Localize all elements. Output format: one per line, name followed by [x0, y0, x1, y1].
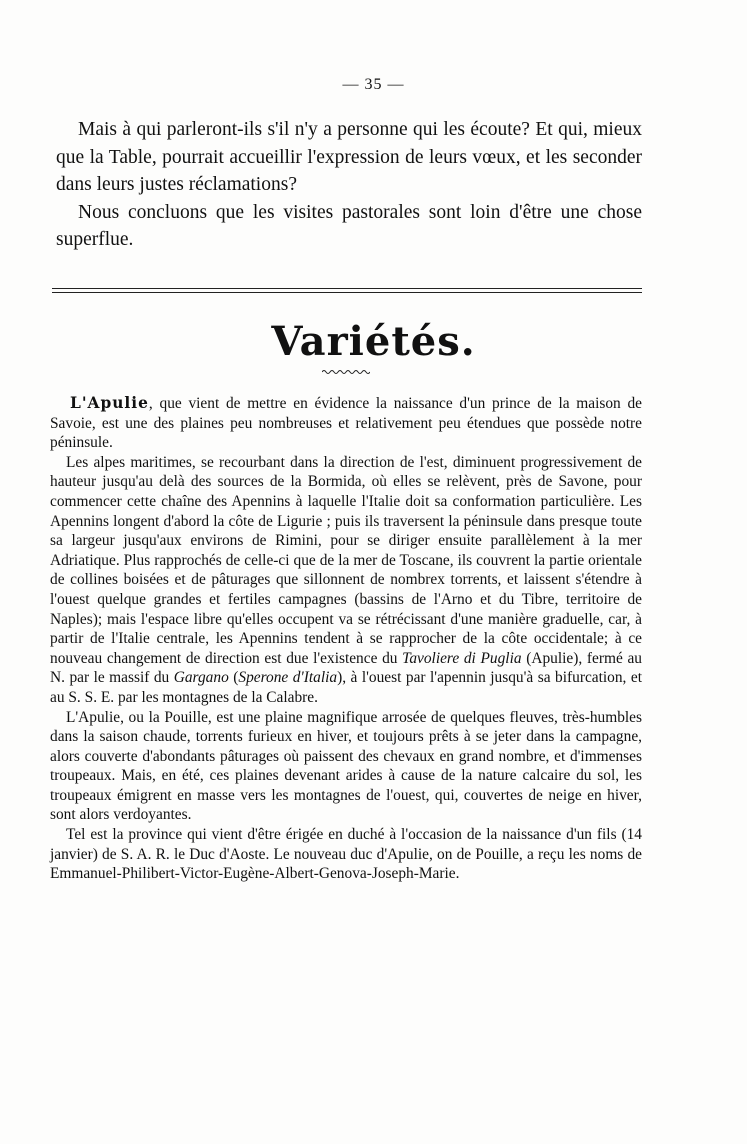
article-paragraph-1: [50, 394, 642, 453]
article-paragraph-4: Tel est la province qui vient d'être érigée en duché à l'occasion de la naissance d'un fils (14 janvier) de S. A. R. le Duc d'Aoste. Le nouveau duc d'Apulie, on de Pouille, a reçu les noms de Emmanuel-Philibert-Victor-Eugène-Albert-Genova-Joseph-Marie.: [50, 826, 642, 883]
paragraph-2-text-d: ), à l'ouest par l'apennin jusqu'à sa bifurcation, et au S. S. E. par les montagnes de la Calabre.: [50, 669, 642, 706]
article-paragraph-3: L'Apulie, ou la Pouille, est une plaine magnifique arrosée de quelques fleuves, très-humbles dans la saison chaude, torrents furieux en hiver, et toujours prêts à se jeter dans la campagne, alors couverte d'abondants pâturages où paissent des chevaux en grand nombre, et d'immenses troupeaux. Mais, en été, ces plaines devenant arides à cause de la nature calcaire du sol, les troupeaux émigrent en masse vers les montagnes de l'ouest, qui, couvertes de neige en hiver, sont alors verdoyantes.: [50, 708, 642, 824]
italic-tavoliere: Tavoliere di Puglia: [402, 649, 522, 667]
divider-line-bottom: [52, 292, 642, 293]
paragraph-2-text-b: (Apulie), fermé au N. par le massif du: [50, 649, 642, 687]
article-body: [50, 394, 642, 884]
paragraph-2-text-a: Les alpes maritimes, se recourbant dans la direction de l'est, diminuent progressivement de hauteur jusqu'au delà des sources de la Bormida, où elles se relèvent, près de Savone, pour commencer cette chaîne des Apennins à laquelle l'Italie doit sa conformation particulière. Les Apennins longent d'abord la côte de Ligurie ; puis ils traversent la péninsule dans presque toute sa largeur jusqu'aux environs de Rimini, pour se diriger ensuite parallèlement à la mer Adriatique. Plus rapprochés de celle-ci que de la mer de Toscane, ils couvrent la partie orientale de collines boisées et de pâturages que sillonnent de nombrex torrents, et laissent s'étendre à l'ouest quelque grandes et fertiles campagnes (bassins de l'Arno et du Tibre, territoire de Naples); mais l'espace libre qu'elles occupent va se rétrécissant d'une manière graduelle, car, à partir de l'Italie centrale, les Apennins tendent à se rapprocher de la côte occidentale; à ce nouveau changement de direction est due l'existence du: [50, 453, 642, 667]
section-title: Variétés.: [271, 318, 476, 365]
section-divider: [52, 287, 642, 295]
intro-section: [56, 116, 642, 254]
italic-gargano: Gargano: [173, 669, 229, 687]
divider-line-top: [52, 288, 642, 289]
paragraph-2-text-c: (: [228, 669, 239, 687]
article-paragraph-2: [50, 453, 642, 708]
ornament-squiggle: [322, 368, 370, 376]
intro-paragraph-1: Mais à qui parleront-ils s'il n'y a personne qui les écoute? Et qui, mieux que la Table, pourrait accueillir l'expression de leurs vœux, et les seconder dans leurs justes réclamations?: [56, 119, 642, 195]
page-number: — 35 —: [342, 76, 405, 93]
intro-paragraph-2: Nous concluons que les visites pastorales sont loin d'être une chose superflue.: [56, 201, 642, 250]
lead-word: L'Apulie: [70, 394, 149, 412]
italic-sperone: Sperone d'Italia: [238, 669, 338, 687]
paragraph-1-text: , que vient de mettre en évidence la naissance d'un prince de la maison de Savoie, est une des plaines peu nombreuses et relativement peu étendues que possède notre péninsule.: [50, 395, 642, 452]
